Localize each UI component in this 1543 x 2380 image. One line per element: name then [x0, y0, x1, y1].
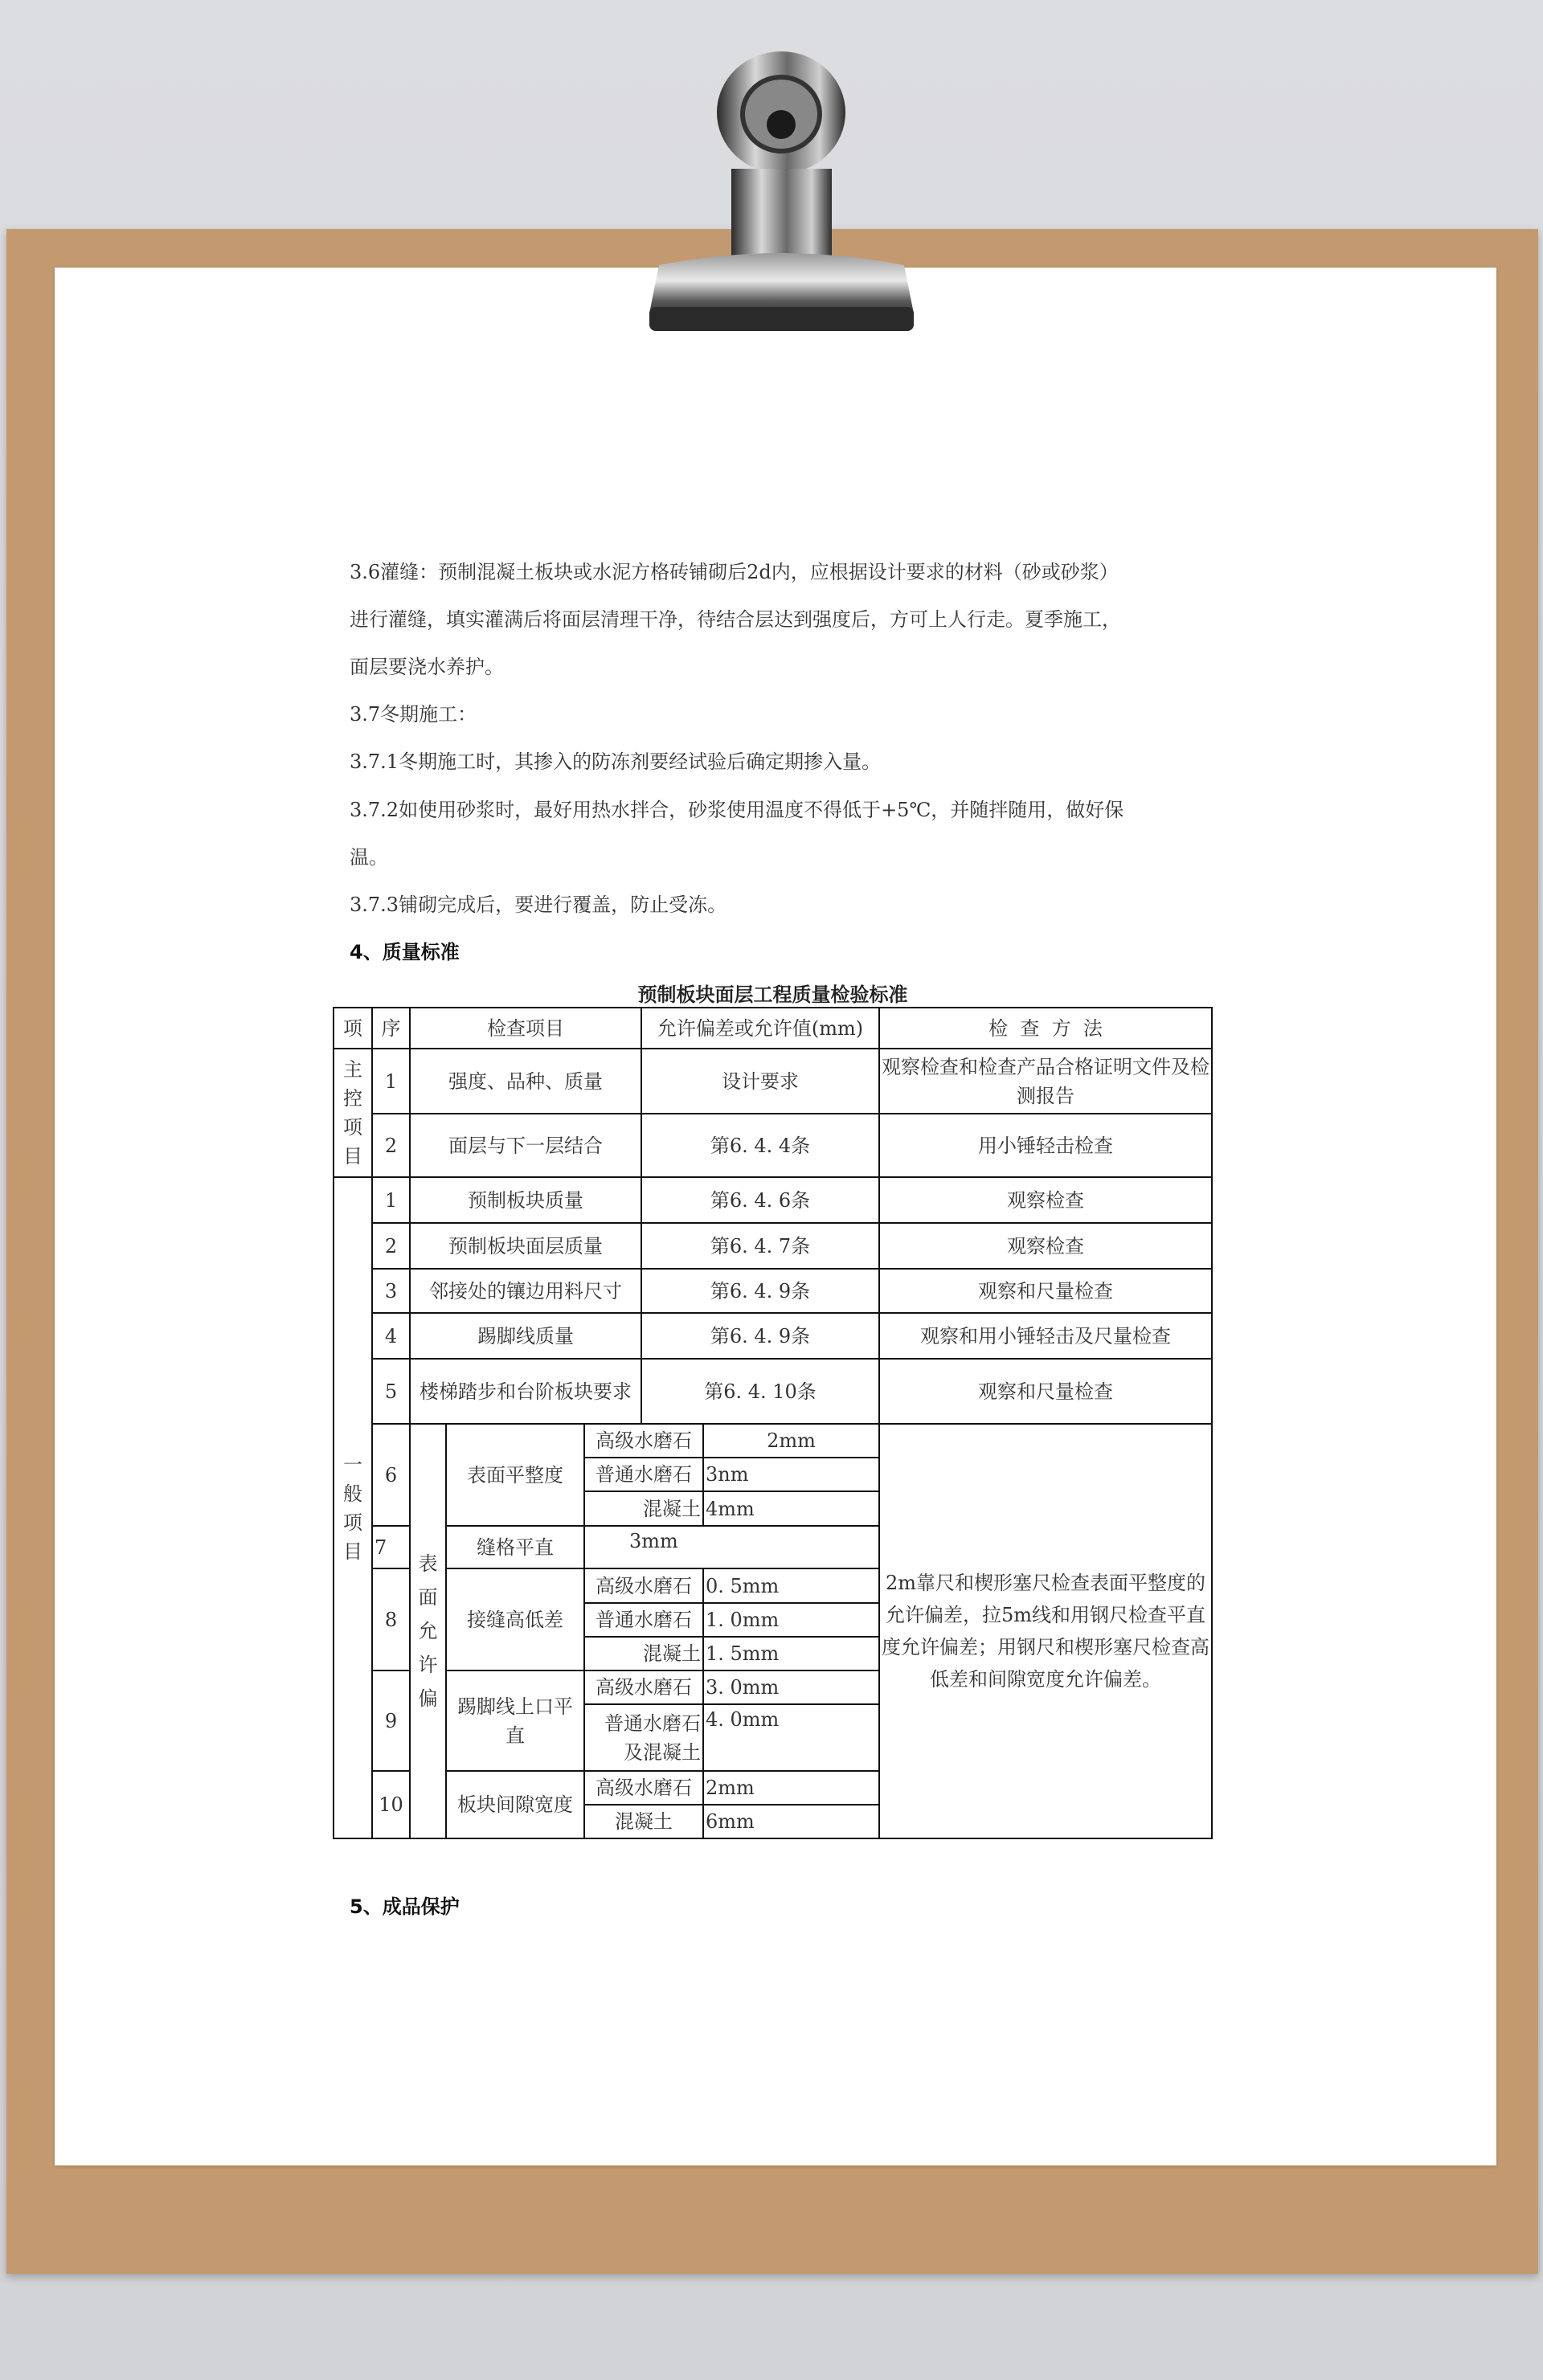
table-row	[334, 1049, 1212, 1114]
header-method: 检 查 方 法	[879, 1008, 1212, 1049]
value-cell: 4mm	[703, 1491, 879, 1526]
seq-cell: 10	[372, 1771, 410, 1838]
header-tolerance: 允许偏差或允许值(mm)	[641, 1008, 879, 1049]
seq-cell: 1	[372, 1049, 410, 1114]
method-cell: 观察检查和检查产品合格证明文件及检测报告	[879, 1049, 1212, 1114]
seq-cell: 5	[372, 1359, 410, 1424]
value-cell: 1. 5mm	[703, 1637, 879, 1670]
paragraph-3-7-1: 3.7.1冬期施工时，其掺入的防冻剂要经试验后确定期掺入量。	[350, 750, 882, 773]
main-control-group: 主控项目	[334, 1049, 372, 1177]
table-row	[334, 1313, 1212, 1359]
item-cell: 踢脚线上口平直	[446, 1670, 584, 1771]
method-cell: 用小锤轻击检查	[879, 1114, 1212, 1177]
subtype-cell: 高级水磨石	[584, 1771, 703, 1805]
binder-clip-icon	[615, 48, 948, 354]
seq-cell: 3	[372, 1269, 410, 1313]
value-cell: 第6. 4. 10条	[641, 1359, 879, 1424]
item-cell: 楼梯踏步和台阶板块要求	[410, 1359, 641, 1424]
value-cell: 6mm	[703, 1805, 879, 1838]
value-cell: 3mm	[584, 1526, 879, 1568]
item-cell: 面层与下一层结合	[410, 1114, 641, 1177]
value-cell: 第6. 4. 7条	[641, 1223, 879, 1269]
table-row	[334, 1269, 1212, 1313]
subtype-cell: 普通水磨石及混凝土	[584, 1704, 703, 1771]
surface-method-cell: 2m靠尺和楔形塞尺检查表面平整度的允许偏差，拉5m线和用钢尺检查平直度允许偏差；用钢尺和楔形塞尺检查高低差和间隙宽度允许偏差。	[879, 1424, 1212, 1838]
value-cell: 第6. 4. 9条	[641, 1269, 879, 1313]
paragraph-3-7-3: 3.7.3铺砌完成后，要进行覆盖，防止受冻。	[350, 894, 727, 916]
subtype-cell: 高级水磨石	[584, 1568, 703, 1603]
item-cell: 缝格平直	[446, 1526, 584, 1568]
item-cell: 表面平整度	[446, 1424, 584, 1526]
header-seq: 序	[372, 1008, 410, 1049]
section-4-heading: 4、质量标准	[350, 941, 460, 963]
paragraph-3-7-2-line1: 3.7.2如使用砂浆时，最好用热水拌合，砂浆使用温度不得低于+5℃，并随拌随用，做好保	[350, 799, 1124, 821]
method-cell: 观察和尺量检查	[879, 1359, 1212, 1424]
table-row	[334, 1114, 1212, 1177]
subtype-cell: 混凝土	[584, 1805, 703, 1838]
table-row	[334, 1424, 1212, 1458]
general-group: 一般项目	[334, 1177, 372, 1838]
item-cell: 邻接处的镶边用料尺寸	[410, 1269, 641, 1313]
item-cell: 踢脚线质量	[410, 1313, 641, 1359]
value-cell: 3nm	[703, 1458, 879, 1491]
quality-standard-table	[333, 1007, 1213, 1839]
paragraph-3-7: 3.7冬期施工：	[350, 703, 477, 726]
value-cell: 2mm	[703, 1771, 879, 1805]
value-cell: 第6. 4. 6条	[641, 1177, 879, 1223]
paragraph-3-6-line3: 面层要浇水养护。	[350, 656, 504, 678]
seq-cell: 4	[372, 1313, 410, 1359]
subtype-cell: 高级水磨石	[584, 1670, 703, 1704]
item-cell: 预制板块质量	[410, 1177, 641, 1223]
method-cell: 观察和用小锤轻击及尺量检查	[879, 1313, 1212, 1359]
seq-cell: 9	[372, 1670, 410, 1771]
method-cell: 观察和尺量检查	[879, 1269, 1212, 1313]
subtype-cell: 混凝土	[584, 1637, 703, 1670]
seq-cell: 6	[372, 1424, 410, 1526]
item-cell: 预制板块面层质量	[410, 1223, 641, 1269]
item-cell: 板块间隙宽度	[446, 1771, 584, 1838]
method-cell: 观察检查	[879, 1223, 1212, 1269]
value-cell: 3. 0mm	[703, 1670, 879, 1704]
seq-cell: 8	[372, 1568, 410, 1670]
table-title: 预制板块面层工程质量检验标准	[637, 983, 908, 1006]
value-cell: 4. 0mm	[703, 1704, 879, 1771]
section-5-heading: 5、成品保护	[350, 1895, 460, 1918]
paragraph-3-7-2-line2: 温。	[350, 846, 388, 869]
subtype-cell: 混凝土	[584, 1491, 703, 1526]
value-cell: 2mm	[703, 1424, 879, 1458]
seq-cell: 7	[372, 1526, 410, 1568]
item-cell: 接缝高低差	[446, 1568, 584, 1670]
paragraph-3-6-line1: 3.6灌缝：预制混凝土板块或水泥方格砖铺砌后2d内，应根据设计要求的材料（砂或砂浆）	[350, 561, 1119, 583]
value-cell: 0. 5mm	[703, 1568, 879, 1603]
table-row	[334, 1223, 1212, 1269]
subtype-cell: 普通水磨石	[584, 1458, 703, 1491]
subtype-cell: 高级水磨石	[584, 1424, 703, 1458]
table-header-row	[334, 1008, 1212, 1049]
header-item: 检查项目	[410, 1008, 641, 1049]
method-cell: 观察检查	[879, 1177, 1212, 1223]
seq-cell: 2	[372, 1114, 410, 1177]
table-row	[334, 1177, 1212, 1223]
paragraph-3-6-line2: 进行灌缝，填实灌满后将面层清理干净，待结合层达到强度后，方可上人行走。夏季施工，	[350, 608, 1121, 631]
surface-tolerance-group: 表面允许偏	[410, 1424, 446, 1838]
value-cell: 1. 0mm	[703, 1603, 879, 1637]
seq-cell: 1	[372, 1177, 410, 1223]
value-cell: 第6. 4. 4条	[641, 1114, 879, 1177]
value-cell: 设计要求	[641, 1049, 879, 1114]
table-row	[334, 1359, 1212, 1424]
seq-cell: 2	[372, 1223, 410, 1269]
subtype-cell: 普通水磨石	[584, 1603, 703, 1637]
item-cell: 强度、品种、质量	[410, 1049, 641, 1114]
value-cell: 第6. 4. 9条	[641, 1313, 879, 1359]
header-category: 项	[334, 1008, 372, 1049]
